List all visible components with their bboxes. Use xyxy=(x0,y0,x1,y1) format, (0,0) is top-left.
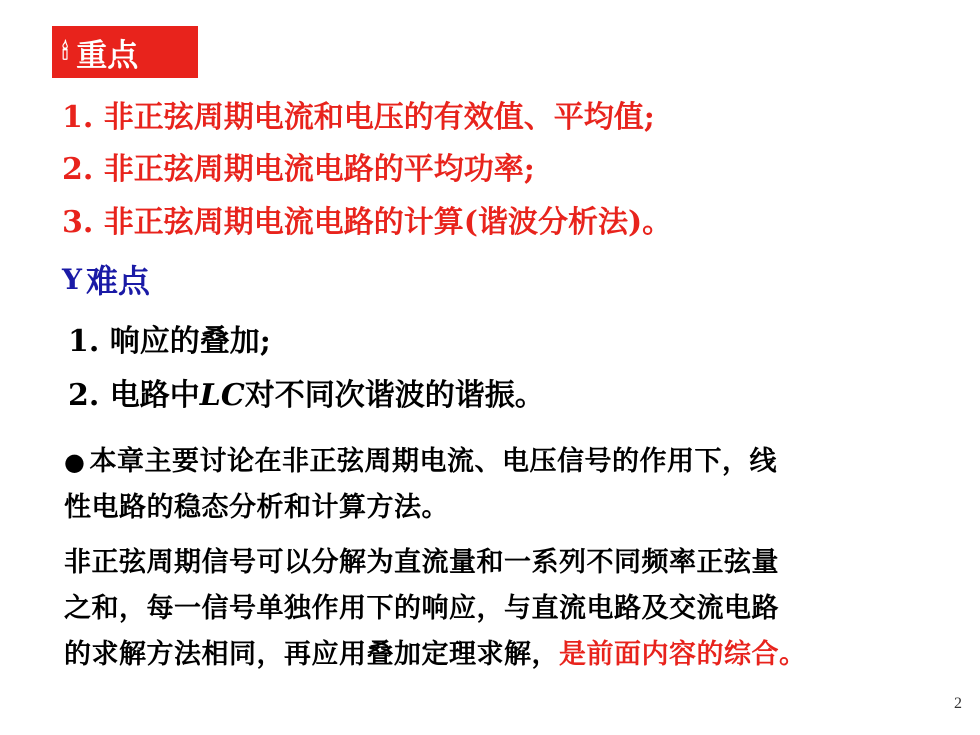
summary-text-1: 本章主要讨论在非正弦周期电流、电压信号的作用下，线 xyxy=(89,446,777,477)
head-icon: ● xyxy=(64,447,86,476)
method-line-1: 非正弦周期信号可以分解为直流量和一系列不同频率正弦量 xyxy=(64,547,779,578)
difficult-label: 难点 xyxy=(86,262,151,300)
difficult-point-2 xyxy=(68,370,545,414)
key-point-1: 1. 非正弦周期电流和电压的有效值、平均值; xyxy=(62,100,655,135)
method-line-2: 之和，每一信号单独作用下的响应，与直流电路及交流电路 xyxy=(64,593,779,624)
key-points-label: 重点 xyxy=(76,37,139,74)
lc-term: LC xyxy=(199,378,245,413)
antenna-icon: Υ xyxy=(62,262,82,296)
key-points-badge xyxy=(52,26,198,78)
difficult-point-2-prefix: 2. 电路中 xyxy=(68,378,200,413)
key-point-3: 3. 非正弦周期电流电路的计算(谐波分析法)。 xyxy=(62,205,673,240)
page-number: 2 xyxy=(954,695,962,712)
key-point-2: 2. 非正弦周期电流电路的平均功率; xyxy=(62,152,535,187)
difficult-point-2-suffix: 对不同次谐波的谐振。 xyxy=(244,378,545,413)
candle-icon: 🕯 xyxy=(62,39,69,65)
summary-line-1 xyxy=(64,439,777,478)
method-text-3: 的求解方法相同，再应用叠加定理求解， xyxy=(64,639,559,670)
method-highlight: 是前面内容的综合。 xyxy=(559,639,807,670)
difficult-points-heading xyxy=(62,256,150,302)
method-line-3 xyxy=(64,632,807,671)
difficult-point-1: 1. 响应的叠加; xyxy=(68,324,271,359)
summary-line-2: 性电路的稳态分析和计算方法。 xyxy=(64,492,449,523)
